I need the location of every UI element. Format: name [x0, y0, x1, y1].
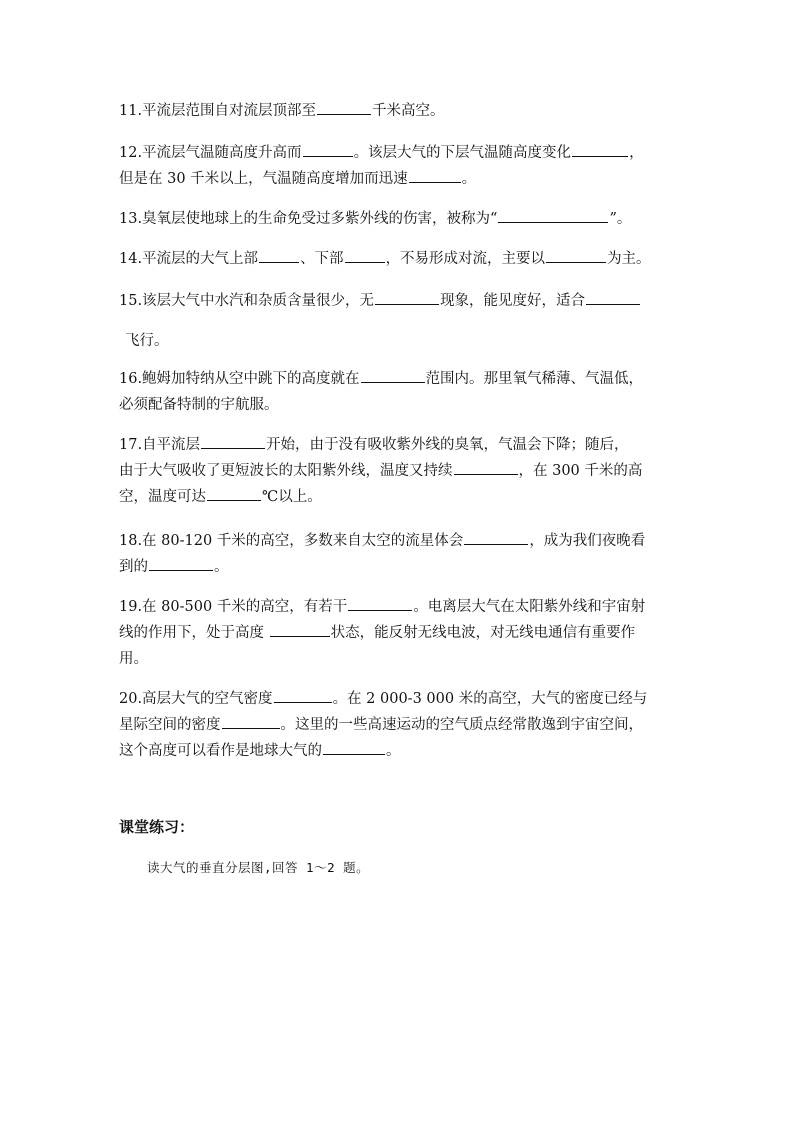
- question-line: [119, 484, 679, 510]
- answer-blank[interactable]: [409, 167, 461, 183]
- question-text: 15.该层大气中水汽和杂质含量很少，无: [119, 293, 375, 309]
- question-text: 、下部: [300, 251, 344, 267]
- answer-blank[interactable]: [222, 713, 280, 729]
- answer-blank[interactable]: [572, 141, 628, 157]
- answer-blank[interactable]: [375, 289, 439, 305]
- question-text: 18.在 80-120 千米的高空，多数来自太空的流星体会: [119, 533, 464, 549]
- question-text: 必须配备特制的宇航服。: [119, 397, 279, 413]
- question-text: 千米高空。: [372, 103, 445, 119]
- question-text: 。这里的一些高速运动的空气质点经常散逸到宇宙空间，: [280, 717, 643, 733]
- question-line: [119, 646, 679, 672]
- question-18: [119, 528, 679, 580]
- answer-blank[interactable]: [361, 367, 425, 383]
- answer-blank[interactable]: [586, 289, 640, 305]
- question-line: [119, 528, 679, 554]
- question-text: 17.自平流层: [119, 437, 201, 453]
- answer-blank[interactable]: [317, 99, 371, 115]
- question-19: [119, 594, 679, 672]
- question-17: [119, 432, 679, 510]
- question-line: [119, 686, 679, 712]
- question-14: [119, 246, 679, 272]
- answer-blank[interactable]: [348, 595, 412, 611]
- answer-blank[interactable]: [201, 433, 265, 449]
- answer-blank[interactable]: [498, 207, 608, 223]
- question-line: [119, 288, 679, 314]
- question-line: [119, 554, 679, 580]
- question-text: 13.臭氧层使地球上的生命免受过多紫外线的伤害，被称为“: [119, 211, 498, 227]
- question-line: [119, 98, 679, 124]
- question-text: 这个高度可以看作是地球大气的: [119, 743, 322, 759]
- question-11: [119, 98, 679, 124]
- question-text: 星际空间的密度: [119, 717, 221, 733]
- question-line: [119, 366, 679, 392]
- question-text: 14.平流层的大气上部: [119, 251, 259, 267]
- question-line: [119, 140, 679, 166]
- answer-blank[interactable]: [303, 141, 353, 157]
- question-text: 到的: [119, 559, 148, 575]
- question-line: [119, 594, 679, 620]
- section-title: 课堂练习：: [119, 818, 195, 836]
- question-text: 为主。: [607, 251, 651, 267]
- question-line: [119, 738, 679, 764]
- question-text: 。电离层大气在太阳紫外线和宇宙射: [413, 599, 646, 615]
- question-text: 12.平流层气温随高度升高而: [119, 145, 302, 161]
- answer-blank[interactable]: [464, 529, 528, 545]
- question-text: 。: [461, 171, 477, 187]
- question-line: [119, 620, 679, 646]
- question-text: 但是在 30 千米以上，气温随高度增加而迅速: [119, 171, 408, 187]
- question-text: 状态，能反射无线电波，对无线电通信有重要作: [330, 625, 636, 641]
- answer-blank[interactable]: [345, 247, 385, 263]
- question-text: 用。: [119, 651, 148, 667]
- question-text: 。: [214, 559, 229, 575]
- question-text: 20.高层大气的空气密度: [119, 691, 273, 707]
- answer-blank[interactable]: [323, 739, 385, 755]
- question-line: [119, 246, 679, 272]
- question-text: 11.平流层范围自对流层顶部至: [119, 103, 317, 119]
- question-line: [119, 206, 679, 232]
- answer-blank[interactable]: [546, 247, 606, 263]
- question-text: 范围内。那里氧气稀薄、气温低，: [425, 371, 644, 387]
- question-text: 飞行。: [125, 333, 169, 349]
- instruction-text: 读大气的垂直分层图,回答 1～2 题。: [147, 860, 370, 875]
- question-20: [119, 686, 679, 764]
- question-text: 。该层大气的下层气温随高度变化: [353, 145, 572, 161]
- question-text: 现象，能见度好，适合: [440, 293, 586, 309]
- question-line: [119, 392, 679, 418]
- question-text: 。: [386, 743, 401, 759]
- question-line: [119, 166, 679, 192]
- question-12: [119, 140, 679, 192]
- question-text: 空，温度可达: [119, 489, 206, 505]
- answer-blank[interactable]: [274, 687, 332, 703]
- question-line: [119, 712, 679, 738]
- question-text: ，成为我们夜晚看: [529, 533, 646, 549]
- question-line: [119, 432, 679, 458]
- question-text: 开始，由于没有吸收紫外线的臭氧，气温会下降；随后，: [266, 437, 629, 453]
- answer-blank[interactable]: [207, 485, 261, 501]
- answer-blank[interactable]: [270, 621, 330, 637]
- question-text: 19.在 80-500 千米的高空，有若干: [119, 599, 348, 615]
- answer-blank[interactable]: [454, 459, 518, 475]
- question-text: ”。: [609, 211, 632, 227]
- question-text: 16.鲍姆加特纳从空中跳下的高度就在: [119, 371, 360, 387]
- question-text: 线的作用下，处于高度: [119, 625, 269, 641]
- question-line: [119, 458, 679, 484]
- answer-blank[interactable]: [149, 555, 213, 571]
- question-15: [119, 288, 679, 354]
- question-text: 由于大气吸收了更短波长的太阳紫外线，温度又持续: [119, 463, 453, 479]
- question-16: [119, 366, 679, 418]
- question-text: ，在 300 千米的高: [518, 463, 643, 479]
- answer-blank[interactable]: [259, 247, 299, 263]
- question-text: ，: [629, 145, 644, 161]
- question-text: ℃以上。: [262, 489, 322, 505]
- question-13: [119, 206, 679, 232]
- question-text: ，不易形成对流，主要以: [385, 251, 546, 267]
- question-text: 。在 2 000-3 000 米的高空，大气的密度已经与: [332, 691, 648, 707]
- question-line: [119, 328, 679, 354]
